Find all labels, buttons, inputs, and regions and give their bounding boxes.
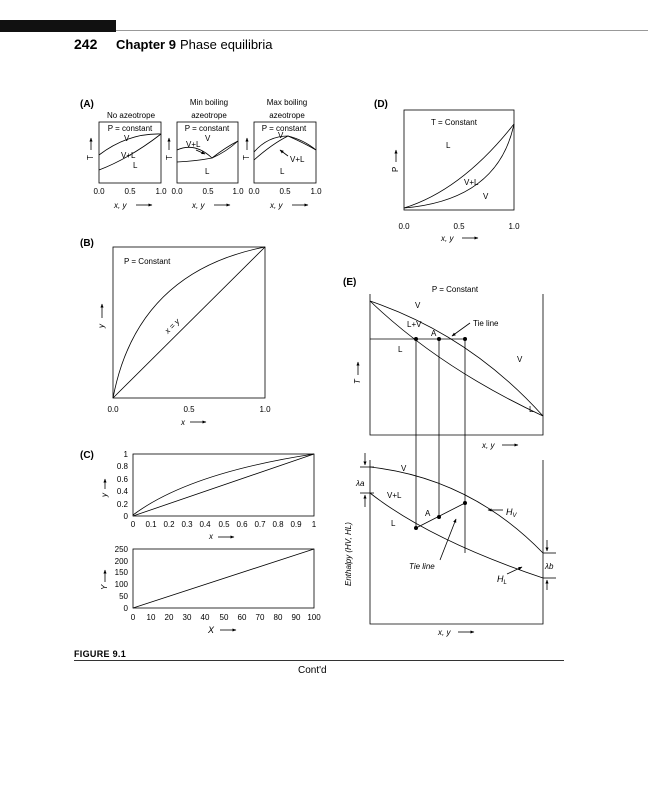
a1-tick-0: 0.0 (93, 187, 105, 196)
d-dew-curve (404, 124, 514, 208)
continued-note: Cont'd (298, 665, 327, 676)
e-lower-tie: Tie line (409, 562, 435, 571)
a3-vl-label: V+L (290, 155, 305, 164)
d-vl-label: V+L (464, 178, 479, 187)
d-ylabel: P (391, 166, 400, 172)
b-diag-label: x = y (163, 316, 182, 336)
a1-ylabel: T (86, 155, 95, 160)
a1-title: No azeotrope (106, 111, 156, 120)
a3-dew-curve (254, 136, 316, 152)
panel-e-label: (E) (343, 277, 357, 288)
panel-c-top (100, 450, 317, 541)
c-bottom-xtick-9: 90 (291, 613, 301, 622)
c-top-ytick-0: 0 (123, 512, 128, 521)
e-lower-lambda-b: λb (545, 562, 554, 571)
panel-a-no-azeotrope (86, 111, 167, 210)
e-upper-lv: L+V (407, 320, 422, 329)
c-top-ytick-2: 0.4 (116, 487, 128, 496)
e-upper-tie-arrow (452, 323, 470, 336)
e-lower-hl: $H_L$ (497, 574, 507, 586)
a3-vl-arrow (280, 150, 288, 156)
chapter-title: Phase equilibria (180, 37, 273, 52)
e-upper-tie: Tie line (473, 319, 499, 328)
e-upper-v-right: V (517, 355, 523, 364)
a2-title-1: Min boiling (189, 98, 229, 107)
c-top-ylabel: y (100, 493, 109, 497)
c-top-xtick-5: 0.5 (218, 520, 230, 529)
e-upper-xlabel: x, y (482, 441, 495, 450)
e-upper-v-top: V (415, 301, 421, 310)
c-top-xtick-0: 0 (130, 520, 136, 529)
panel-e-lower (344, 453, 556, 637)
e-lower-tie-arrow (440, 519, 456, 560)
caption-rule (74, 660, 564, 661)
panel-d (374, 99, 520, 243)
a3-ylabel: T (242, 155, 251, 160)
a3-v-label: V (278, 131, 284, 140)
d-v-label: V (483, 192, 489, 201)
d-bubble-curve (404, 124, 514, 208)
a2-v-label: V (205, 134, 211, 143)
e-lower-dot-a (437, 515, 441, 519)
a3-title-2: azeotrope (269, 111, 305, 120)
a3-condition: P = constant (261, 124, 307, 133)
e-upper-dot-liquid (414, 337, 418, 341)
c-top-ytick-3: 0.6 (116, 475, 128, 484)
c-bottom-xlabel: X (208, 625, 215, 635)
a2-l-label: L (205, 167, 210, 176)
c-bottom-xtick-3: 30 (182, 613, 192, 622)
chapter-label: Chapter 9 (116, 37, 176, 52)
page-number: 242 (74, 36, 98, 52)
a3-l-label: L (280, 167, 285, 176)
a2-condition: P = constant (184, 124, 230, 133)
c-bottom-ylabel: Y (100, 584, 109, 590)
c-bottom-xtick-8: 80 (273, 613, 283, 622)
c-top-xtick-2: 0.2 (163, 520, 175, 529)
c-bottom-xtick-6: 60 (237, 613, 247, 622)
a3-bubble-curve (254, 136, 316, 160)
c-bottom-xtick-2: 20 (164, 613, 174, 622)
c-top-ytick-4: 0.8 (116, 462, 128, 471)
a1-v-label: V (124, 134, 130, 143)
b-tick-0: 0.0 (107, 405, 119, 414)
c-top-xtick-1: 0.1 (145, 520, 157, 529)
a1-tick-2: 1.0 (155, 187, 167, 196)
c-bottom-xtick-5: 50 (219, 613, 229, 622)
c-top-xtick-6: 0.6 (236, 520, 248, 529)
panel-c-bottom (100, 545, 321, 635)
a2-title-2: azeotrope (191, 111, 227, 120)
c-bottom-ytick-0: 0 (123, 604, 128, 613)
d-condition: T = Constant (431, 118, 477, 127)
c-bottom-xtick-7: 70 (255, 613, 265, 622)
c-bottom-ytick-5: 250 (114, 545, 128, 554)
b-condition: P = Constant (124, 257, 171, 266)
panel-a-label: (A) (80, 99, 94, 110)
c-top-diagonal-line (133, 454, 314, 516)
a3-title-1: Max boiling (266, 98, 308, 107)
c-bottom-line (133, 549, 314, 608)
c-bottom-xtick-0: 0 (130, 613, 136, 622)
e-upper-l-bottom: L (529, 405, 534, 414)
a1-tick-1: 0.5 (124, 187, 136, 196)
e-lower-l: L (391, 519, 396, 528)
a2-ylabel: T (165, 155, 174, 160)
c-top-xtick-7: 0.7 (254, 520, 266, 529)
panel-d-label: (D) (374, 99, 388, 110)
a3-xlabel: x, y (270, 201, 283, 210)
a2-tick-2: 1.0 (232, 187, 244, 196)
c-bottom-xtick-10: 100 (307, 613, 321, 622)
c-bottom-ytick-4: 200 (114, 557, 128, 566)
d-tick-1: 0.5 (453, 222, 465, 231)
e-upper-ylabel: T (353, 379, 362, 384)
c-top-xtick-9: 0.9 (290, 520, 302, 529)
c-top-xtick-3: 0.3 (181, 520, 193, 529)
e-lower-hv: $H_V$ (506, 507, 517, 519)
c-bottom-xtick-4: 40 (200, 613, 210, 622)
d-xlabel: x, y (441, 234, 454, 243)
e-lower-ylabel: Enthalpy (HV, HL) (344, 522, 353, 586)
e-lower-dot-liquid (414, 526, 418, 530)
e-upper-frame (370, 294, 543, 435)
a2-tick-0: 0.0 (171, 187, 183, 196)
e-lower-v: V (401, 464, 407, 473)
c-bottom-xtick-1: 10 (146, 613, 156, 622)
e-lower-xlabel: x, y (438, 628, 451, 637)
a1-xlabel: x, y (114, 201, 127, 210)
a2-xlabel: x, y (192, 201, 205, 210)
a1-condition: P = constant (107, 124, 153, 133)
b-diagonal-line (113, 247, 265, 398)
e-condition: P = Constant (431, 285, 479, 294)
a2-vl-label: V+L (186, 140, 201, 149)
figure-caption: FIGURE 9.1 (74, 649, 127, 659)
e-lower-hl-curve (370, 493, 543, 578)
panel-e-upper (353, 294, 543, 450)
c-bottom-ytick-2: 100 (114, 580, 128, 589)
e-upper-a: A (431, 329, 437, 338)
a3-tick-1: 0.5 (279, 187, 291, 196)
c-top-xtick-10: 1 (311, 520, 317, 529)
b-tick-2: 1.0 (259, 405, 271, 414)
e-lower-hv-curve (370, 467, 543, 553)
e-lower-frame (370, 460, 543, 624)
a1-l-label: L (133, 161, 138, 170)
e-upper-l: L (398, 345, 403, 354)
a2-tick-1: 0.5 (202, 187, 214, 196)
c-bottom-ytick-1: 50 (119, 592, 128, 601)
d-tick-0: 0.0 (398, 222, 410, 231)
c-top-xtick-4: 0.4 (199, 520, 211, 529)
b-tick-1: 0.5 (183, 405, 195, 414)
panel-b-label: (B) (80, 238, 94, 249)
c-top-xlabel: x (209, 532, 213, 541)
a1-vl-label: V+L (121, 151, 136, 160)
e-lower-lambda-a: λa (356, 479, 365, 488)
panel-a-min-boiling (165, 98, 244, 210)
e-upper-dot-a (437, 337, 441, 341)
c-top-ytick-1: 0.2 (116, 500, 128, 509)
c-bottom-ytick-3: 150 (114, 568, 128, 577)
e-upper-dot-vapor (463, 337, 467, 341)
a3-tick-2: 1.0 (310, 187, 322, 196)
e-lower-a: A (425, 509, 431, 518)
panel-c-label: (C) (80, 450, 94, 461)
panel-b (80, 238, 271, 427)
e-lower-tie-line (416, 503, 465, 528)
a3-tick-0: 0.0 (248, 187, 260, 196)
d-tick-2: 1.0 (508, 222, 520, 231)
panel-a-max-boiling (242, 98, 322, 210)
c-top-xtick-8: 0.8 (272, 520, 284, 529)
d-l-label: L (446, 141, 451, 150)
e-lower-dot-vapor (463, 501, 467, 505)
e-lower-vl: V+L (387, 491, 402, 500)
b-xlabel: x (181, 418, 185, 427)
b-ylabel: y (97, 324, 106, 328)
c-top-ytick-5: 1 (123, 450, 128, 459)
